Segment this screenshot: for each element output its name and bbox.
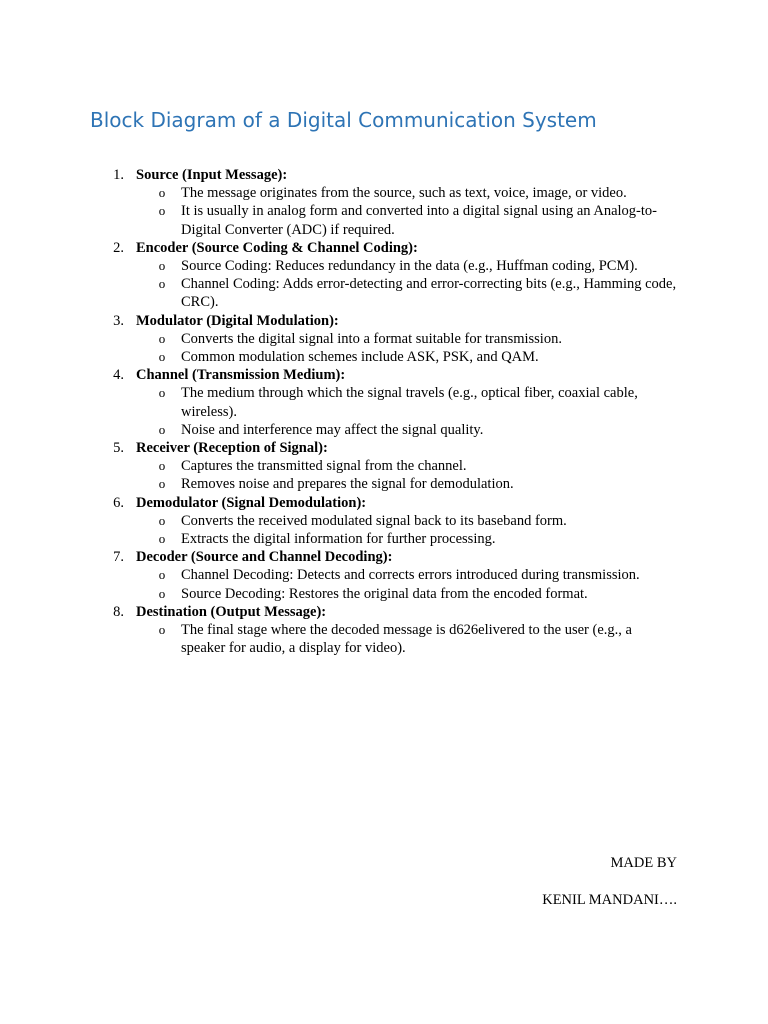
list-item-text: The medium through which the signal travels (e.g., optical fiber, coaxial cable, wireless). <box>181 385 638 420</box>
bullet-marker: o <box>158 276 166 292</box>
list-item-text: Extracts the digital information for further processing. <box>181 531 496 548</box>
section-number: 8. <box>113 603 124 620</box>
bullet-marker: o <box>158 458 166 474</box>
section-heading: Modulator (Digital Modulation): <box>136 312 339 329</box>
list-section <box>0 366 768 439</box>
section-heading: Demodulator (Signal Demodulation): <box>136 494 367 511</box>
list-section <box>0 166 768 239</box>
list-section <box>0 439 768 494</box>
list-item-text: The message originates from the source, such as text, voice, image, or video. <box>181 185 627 202</box>
section-heading: Decoder (Source and Channel Decoding): <box>136 549 393 566</box>
list-item-text: Source Decoding: Restores the original data from the encoded format. <box>181 585 588 602</box>
section-number: 6. <box>113 494 124 511</box>
bullet-marker: o <box>158 585 166 601</box>
list-section <box>0 494 768 549</box>
bullet-marker: o <box>158 512 166 528</box>
section-list <box>0 166 768 657</box>
section-heading: Receiver (Reception of Signal): <box>136 440 328 457</box>
list-item-text: It is usually in analog form and converted into a digital signal using an Analog-to-Digital Converter (ADC) if required. <box>181 203 657 238</box>
list-item <box>0 348 768 366</box>
bullet-marker: o <box>158 622 166 638</box>
section-number: 5. <box>113 440 124 457</box>
list-item <box>0 184 768 202</box>
list-section <box>0 603 768 658</box>
list-item <box>0 330 768 348</box>
list-item <box>0 457 768 475</box>
bullet-marker: o <box>158 330 166 346</box>
section-number: 4. <box>113 367 124 384</box>
list-item <box>0 585 768 603</box>
bullet-marker: o <box>158 185 166 201</box>
list-item <box>0 621 768 657</box>
section-number: 2. <box>113 239 124 256</box>
list-item-text: The final stage where the decoded message is d626elivered to the user (e.g., a speaker for audio, a display for video). <box>181 622 632 657</box>
section-heading: Encoder (Source Coding & Channel Coding): <box>136 239 418 256</box>
list-item <box>0 384 768 420</box>
list-item-text: Captures the transmitted signal from the channel. <box>181 458 467 475</box>
list-item <box>0 421 768 439</box>
list-section <box>0 548 768 603</box>
list-item <box>0 202 768 238</box>
section-number: 1. <box>113 167 124 183</box>
section-heading: Channel (Transmission Medium): <box>136 367 346 384</box>
list-item-text: Source Coding: Reduces redundancy in the data (e.g., Huffman coding, PCM). <box>181 258 638 275</box>
list-item <box>0 475 768 493</box>
list-item <box>0 566 768 584</box>
list-item-text: Converts the received modulated signal back to its baseband form. <box>181 512 567 529</box>
bullet-marker: o <box>158 531 166 547</box>
section-heading: Source (Input Message): <box>136 167 288 183</box>
bullet-marker: o <box>158 349 166 365</box>
list-item <box>0 512 768 530</box>
list-item-text: Common modulation schemes include ASK, PSK, and QAM. <box>181 349 539 366</box>
bullet-marker: o <box>158 421 166 437</box>
signature-author-name: KENIL MANDANI…. <box>542 892 677 908</box>
document-title: Block Diagram of a Digital Communication System <box>90 108 597 132</box>
section-heading: Destination (Output Message): <box>136 603 327 620</box>
list-item-text: Noise and interference may affect the signal quality. <box>181 421 484 438</box>
list-item-text: Channel Decoding: Detects and corrects errors introduced during transmission. <box>181 567 640 584</box>
bullet-marker: o <box>158 567 166 583</box>
bullet-marker: o <box>158 203 166 219</box>
list-section <box>0 312 768 367</box>
list-item-text: Removes noise and prepares the signal for demodulation. <box>181 476 514 493</box>
list-section <box>0 239 768 312</box>
signature-made-by: MADE BY <box>610 855 677 871</box>
list-item <box>0 257 768 275</box>
list-item-text: Channel Coding: Adds error-detecting and error-correcting bits (e.g., Hamming code, CRC). <box>181 276 677 311</box>
bullet-marker: o <box>158 385 166 401</box>
list-item-text: Converts the digital signal into a format suitable for transmission. <box>181 330 562 347</box>
section-number: 7. <box>113 549 124 566</box>
bullet-marker: o <box>158 258 166 274</box>
section-number: 3. <box>113 312 124 329</box>
bullet-marker: o <box>158 476 166 492</box>
list-item <box>0 530 768 548</box>
list-item <box>0 275 768 311</box>
